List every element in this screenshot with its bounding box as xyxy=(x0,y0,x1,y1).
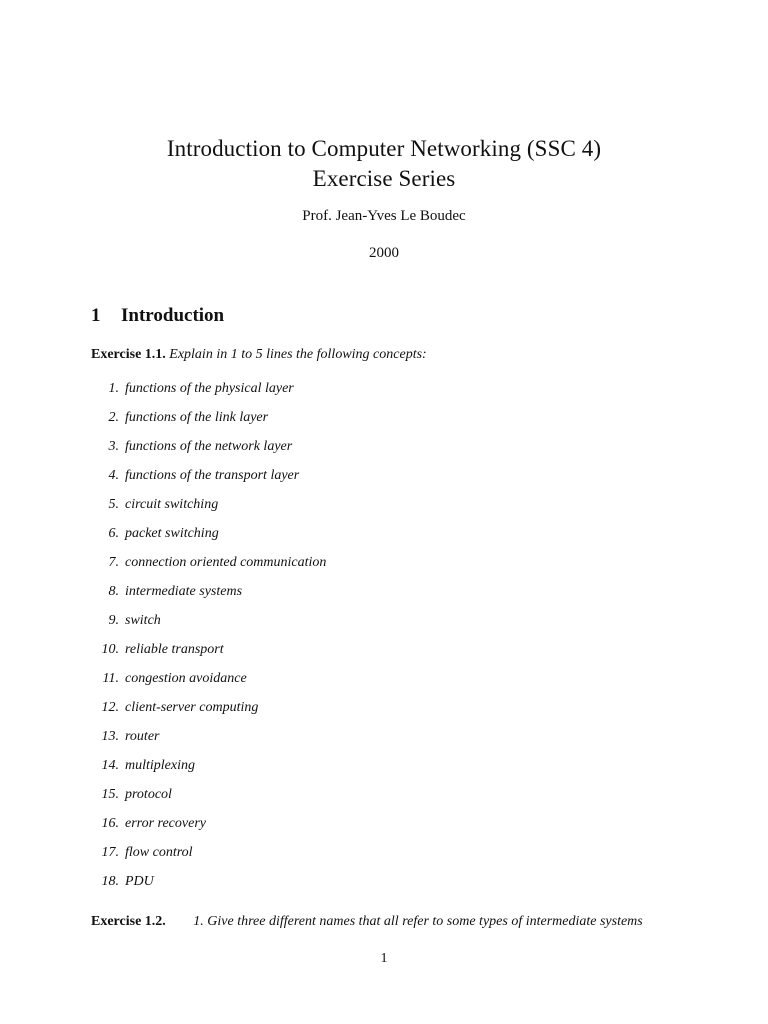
list-item-text: switch xyxy=(125,613,161,628)
list-item-text: client-server computing xyxy=(125,700,259,715)
list-item-number: 16. xyxy=(101,816,119,831)
list-item-text: PDU xyxy=(125,874,154,889)
section-heading xyxy=(91,305,224,327)
list-item-number: 3. xyxy=(108,439,119,454)
list-item-text: functions of the physical layer xyxy=(125,381,294,396)
document-title xyxy=(0,134,768,194)
list-item-text: intermediate systems xyxy=(125,584,243,599)
list-item-number: 9. xyxy=(108,613,119,628)
list-item-number: 8. xyxy=(108,584,119,599)
list-item-number: 10. xyxy=(101,642,119,657)
list-item-text: reliable transport xyxy=(125,642,224,657)
list-item-text: functions of the network layer xyxy=(125,439,293,454)
list-item-text: functions of the link layer xyxy=(125,410,269,425)
exercise-text: Give three different names that all refer to some types of intermediate systems xyxy=(207,914,643,929)
exercise-1-2 xyxy=(91,914,643,930)
list-item-number: 2. xyxy=(108,410,119,425)
list-item-number: 5. xyxy=(108,497,119,512)
list-item-number: 11. xyxy=(102,671,119,686)
list-item-number: 18. xyxy=(101,874,119,889)
list-item-number: 17. xyxy=(101,845,119,860)
page-number: 1 xyxy=(380,951,388,966)
list-item-number: 15. xyxy=(101,787,119,802)
title-line-2: Exercise Series xyxy=(312,166,456,191)
section-title: Introduction xyxy=(121,305,225,326)
exercise-sub-number: 1. xyxy=(193,914,204,929)
exercise-label: Exercise 1.1. xyxy=(91,347,166,362)
exercise-1-1 xyxy=(91,347,427,363)
list-item-number: 13. xyxy=(101,729,119,744)
list-item-text: congestion avoidance xyxy=(125,671,247,686)
list-item-text: protocol xyxy=(125,787,172,802)
list-item-text: packet switching xyxy=(125,526,219,541)
list-item-text: connection oriented communication xyxy=(125,555,327,570)
list-item-number: 14. xyxy=(101,758,119,773)
list-item-number: 7. xyxy=(108,555,119,570)
list-item-number: 4. xyxy=(108,468,119,483)
year: 2000 xyxy=(369,245,399,261)
exercise-text: Explain in 1 to 5 lines the following concepts: xyxy=(169,347,427,362)
section-number: 1 xyxy=(91,305,101,326)
list-item-number: 6. xyxy=(108,526,119,541)
list-item-text: flow control xyxy=(125,845,193,860)
list-item-text: circuit switching xyxy=(125,497,219,512)
list-item-text: functions of the transport layer xyxy=(125,468,300,483)
author: Prof. Jean-Yves Le Boudec xyxy=(302,208,466,224)
list-item-text: multiplexing xyxy=(125,758,195,773)
list-item-number: 1. xyxy=(108,381,119,396)
list-item-text: router xyxy=(125,729,160,744)
list-item-text: error recovery xyxy=(125,816,206,831)
title-line-1: Introduction to Computer Networking (SSC 4) xyxy=(166,136,602,161)
list-item-number: 12. xyxy=(101,700,119,715)
exercise-label: Exercise 1.2. xyxy=(91,914,166,929)
